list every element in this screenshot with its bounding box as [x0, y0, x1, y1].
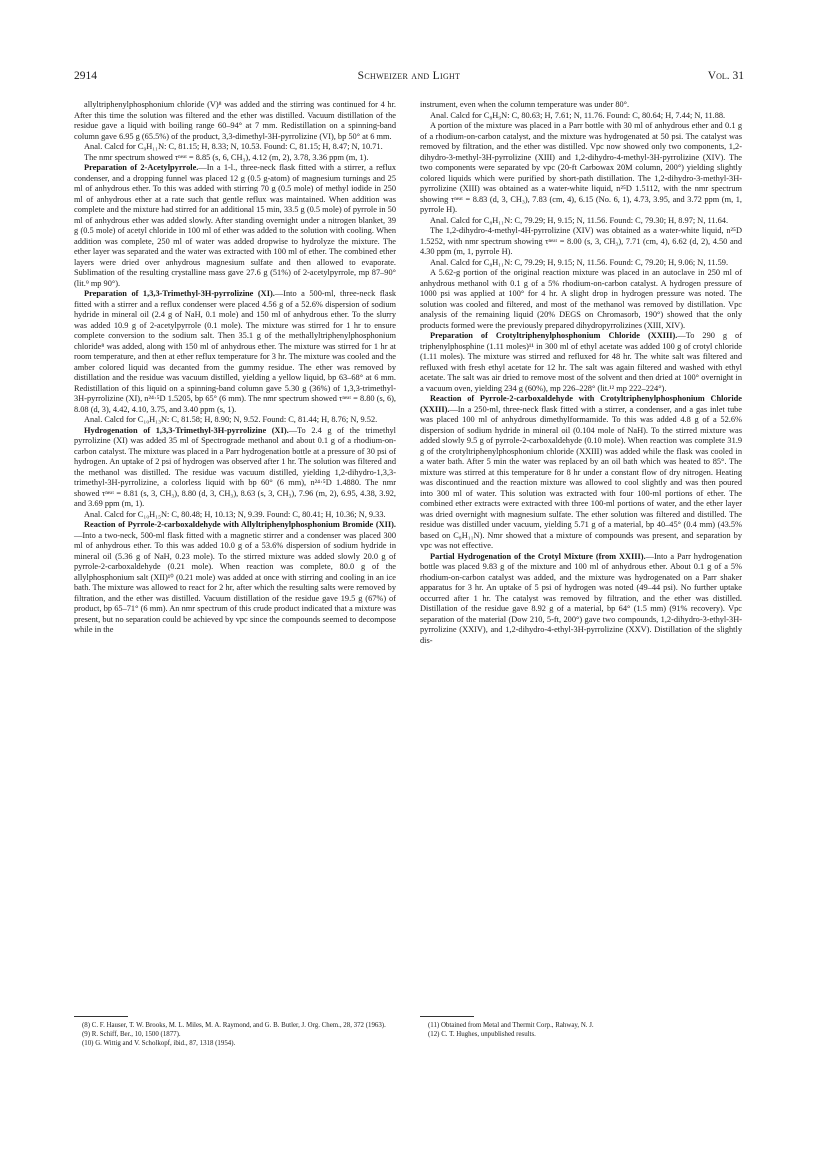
- paragraph: [420, 331, 742, 394]
- footnote-rule: [420, 1016, 474, 1017]
- paragraph-text: —In a 1-l., three-neck flask fitted with a stirrer, a reflux condenser, and a dropping funnel was placed 12 g (0.5 g-atom) of magnesium turnings and 25 ml of anhydrous ether. To this was added with stirring 70 g (0.5 mole) of methyl iodide in 250 ml of anhydrous ether at a rate such that gentle reflux was maintained. When addition was complete and the mixture had stirred for an additional 15 min, 33.5 g (0.5 mole) of pyrrole in 50 ml of anhydrous ether was added slowly. After standing overnight under a nitrogen blanket, 39 g (0.5 mole) of acetyl chloride in 100 ml of ether was added to the solution with cooling. When addition was complete, 250 ml of water was added dropwise to hydrolyze the mixture. The ether layer was separated and the water was extracted with 100 ml of ether. The combined ether layers were dried over anhydrous magnesium sulfate and then allowed to evaporate. Sublimation of the resulting crystalline mass gave 27.6 g (51%) of 2-acetylpyrrole, mp 87–90° (lit.⁹ mp 90°).: [74, 163, 396, 288]
- paragraph-text: instrument, even when the column temperature was under 80°.: [420, 100, 630, 109]
- paragraph: [74, 142, 396, 153]
- paragraph: [420, 121, 742, 216]
- paragraph-text: Anal. Calcd for C₈H₁₁N: C, 79.29; H, 9.15; N, 11.56. Found: C, 79.20; H, 9.06; N, 11.59.: [430, 257, 729, 267]
- section-heading: Partial Hydrogenation of the Crotyl Mixture (from XXIII).: [430, 551, 646, 561]
- paragraph: [74, 426, 396, 510]
- paragraph: [74, 153, 396, 164]
- footnote-rule: [74, 1016, 128, 1017]
- paragraph-text: —To 290 g of triphenylphosphine (1.11 moles)¹¹ in 300 ml of ethyl acetate was added 100 g of crotyl chloride (1.11 moles). The mixture was stirred and refluxed for 48 hr. The white salt was filtered and refluxed with fresh ethyl acetate for 12 hr. The salt was again filtered and washed with ethyl acetate. The salt was air dried to remove most of the solvent and then dried at 100° overnight in a vacuum oven, yielding 234 g (60%), mp 226–228° (lit.¹² mp 222–224°).: [420, 331, 742, 393]
- section-heading: Reaction of Pyrrole-2-carboxaldehyde with Allyltriphenylphosphonium Bromide (XII).: [84, 520, 396, 529]
- paragraph: [420, 552, 742, 647]
- footnotes-left: [74, 1016, 396, 1048]
- section-heading: Reaction of Pyrrole-2-carboxaldehyde with Crotyltriphenylphosphonium Chloride (XXIII).: [420, 394, 742, 414]
- paragraph-text: The 1,2-dihydro-4-methyl-4H-pyrrolizine (XIV) was obtained as a water-white liquid, n²⁵D 1.5252, with nmr spectrum showing τⁿᵉᵃᵗ = 8.00 (s, 3, CH₃), 7.71 (cm, 4), 6.62 (d, 2), 4.50 and 4.30 ppm (m, 1, pyrrole H).: [420, 226, 742, 256]
- footnote: (8) C. F. Hauser, T. W. Brooks, M. L. Miles, M. A. Raymond, and G. B. Butler, J. Org. Chem., 28, 372 (1963).: [82, 1022, 386, 1029]
- footnote: (11) Obtained from Metal and Thermit Corp., Rahway, N. J.: [428, 1022, 594, 1029]
- paragraph-text: Anal. Calcd for C₉H₁₁N: C, 81.15; H, 8.33; N, 10.53. Found: C, 81.15; H, 8.47; N, 10.71.: [84, 142, 383, 151]
- paragraph: [74, 510, 396, 521]
- footnotes-right: [420, 1016, 742, 1040]
- paragraph: [420, 268, 742, 331]
- paragraph-text: —Into a Parr hydrogenation bottle was placed 9.83 g of the mixture and 100 ml of anhydrous ether. About 0.1 g of a 5% rhodium-on-carbon catalyst was added, and the mixture was hydrogenated on a Parr shaker apparatus for 3 hr. An uptake of 5 psi of hydrogen was noted (49–44 psi). No further uptake occurred after 1 hr. The catalyst was removed by filtration, and the ether was distilled. Distillation of the residue gave 8.92 g of a material, bp 64° (1.5 mm) (91% recovery). Vpc separation of the material (Dow 210, 5-ft, 200°) gave two compounds, 1,2-dihydro-3-ethyl-3H-pyrrolizine (XXIV), and 1,2-dihydro-4-ethyl-3H-pyrrolizine (XXV). Distillation of the slightly dis-: [420, 551, 743, 645]
- left-column: [74, 100, 396, 636]
- section-heading: Preparation of Crotyltriphenylphosphonium Chloride (XXIII).: [430, 331, 678, 340]
- paragraph-text: —To 2.4 g of the trimethyl pyrrolizine (XI) was added 35 ml of Spectrograde methanol and about 0.1 g of a rhodium-on-carbon catalyst. The mixture was placed in a Parr hydrogenation bottle at a pressure of 30 psi of hydrogen. An uptake of 2 psi of hydrogen was observed after 1 hr. The solution was filtered and the methanol was distilled. The residue was vacuum distilled, yielding 1,2-dihydro-1,3,3-trimethyl-3H-pyrrolizine, a colorless liquid with bp 60° (6 mm), n²⁴·⁵D 1.4880. The nmr showed τⁿᵉᵃᵗ = 8.81 (s, 3, CH₃), 8.80 (d, 3, CH₃), 8.63 (s, 3, CH₃), 7.96 (m, 2), 6.95, 4.38, 3.92, and 3.69 ppm (m, 1).: [74, 425, 396, 508]
- paragraph-text: —Into a 500-ml, three-neck flask fitted with a stirrer and a reflux condenser were placed 4.56 g of a 52.6% dispersion of sodium hydride in mineral oil (2.4 g of NaH, 0.1 mole) and 150 ml of anhydrous ether. To the slurry was added 10.9 g of 2-acetylpyrrole (0.1 mole). The mixture was stirred for 1 hr to ensure complete conversion to the sodium salt. Then 35.1 g of the methallyltriphenylphosphonium chloride⁸ was added, along with 150 ml of anhydrous ether. The mixture was stirred for 1 hr at room temperature, and then at ether reflux temperature for 3 hr. The mixture was cooled and the amber colored liquid was decanted from the gummy residue. The ether was removed by distillation and the residue was vacuum distilled, yielding a yellow liquid, bp 63–68° at 6 mm. Redistillation of this liquid on a spinning-band column gave 5.30 g (36%) of 1,3,3-trimethyl-3H-pyrrolizine (XI), n²⁴·⁵D 1.5205, bp 65° (6 mm). The nmr spectrum showed τⁿᵉᵃᵗ = 8.80 (s, 6), 8.08 (d, 3), 4.42, 4.10, 3.75, and 3.40 ppm (s, 1).: [74, 289, 396, 414]
- paragraph-text: allyltriphenylphosphonium chloride (V)⁸ was added and the stirring was continued for 4 hr. After this time the solution was filtered and the ether was distilled. Vacuum distillation of the residue gave a liquid with boiling range 60–94° at 7 mm. Redistillation on a spinning-band column gave 6.95 g (65.5%) of the product, 3,3-dimethyl-3H-pyrrolizine (VI), bp 50° at 6 mm.: [74, 100, 396, 141]
- paragraph-text: —Into a two-neck, 500-ml flask fitted with a magnetic stirrer and a condenser was placed 300 ml of anhydrous ether. To this was added 10.0 g of a 53.6% dispersion of sodium hydride in mineral oil (5.36 g of NaH, 0.23 mole). To the stirred mixture was added slowly 20.0 g of pyrrole-2-carboxaldehyde (0.21 mole). When reaction was complete, 80.0 g of the allylphosphonium salt (XII)¹⁰ (0.21 mole) was added at once with stirring and cooling in an ice bath. The mixture was allowed to react for 2 hr, after which the resulting salts were removed by filtration, and the ether was distilled. Vacuum distillation of the residue gave 19.5 g (67%) of product, bp 65–71° (6 mm). An nmr spectrum of this crude product indicated that a mixture was present, but no separation could be achieved by vpc since the compounds seemed to decompose while in the: [74, 530, 396, 634]
- paragraph-text: The nmr spectrum showed τⁿᵉᵃᵗ = 8.85 (s, 6, CH₃), 4.12 (m, 2), 3.78, 3.36 ppm (m, 1).: [84, 152, 369, 162]
- footnote: (12) C. T. Hughes, unpublished results.: [428, 1030, 536, 1038]
- paragraph-text: Anal. Calcd for C₈H₁₁N: C, 79.29; H, 9.15; N, 11.56. Found: C, 79.30; H, 8.97; N, 11.64.: [430, 215, 729, 225]
- running-header: [74, 70, 744, 86]
- paragraph: [420, 111, 742, 122]
- running-title: Schweizer and Light: [357, 70, 461, 82]
- footnote: (10) G. Wittig and V. Scholkopf, ibid., 87, 1318 (1954).: [82, 1039, 236, 1047]
- paragraph: [420, 100, 742, 111]
- paragraph: [74, 520, 396, 636]
- paragraph-text: A portion of the mixture was placed in a Parr bottle with 30 ml of anhydrous ether and 0.1 g of a rhodium-on-carbon catalyst, and the mixture was hydrogenated at 50 psi. The catalyst was removed by filtration, and the ether was distilled. Vpc now showed only two components, 1,2-dihydro-3-methyl-3H-pyrrolizine (XIII) and 1,2-dihydro-4-methyl-3H-pyrrolizine (XIV). The two components were separated by vpc (20-ft Carbowax 20M column, 200°) yielding slightly colored liquids which were purified by short-path distillation. The 1,2-dihydro-3-methyl-3H-pyrrolizine (XIII) was obtained as a water-white liquid, n²⁵D 1.5112, with the nmr spectrum showing τⁿᵉᵃᵗ = 8.83 (d, 3, CH₃), 7.83 (cm, 4), 6.15 (No. 6, 1), 4.73, 3.95, and 3.72 ppm (m, 1, pyrrole H).: [420, 121, 742, 214]
- section-heading: Preparation of 1,3,3-Trimethyl-3H-pyrrolizine (XI).: [84, 289, 275, 298]
- paragraph-text: —In a 250-ml, three-neck flask fitted with a stirrer, a condenser, and a gas inlet tube was placed 100 ml of anhydrous dimethylformamide. To this was added 4.8 g of a 52.6% dispersion of sodium hydride in mineral oil (0.104 mole of NaH). To the stirred mixture was added slowly 9.5 g of pyrrole-2-carboxaldehyde (0.10 mole). When reaction was complete 31.9 g of the crotyltriphenylphosphonium chloride (XXIII) was added while the flask was cooled in a water bath. After 5 min the water was replaced by an oil bath which was heated to 85°. The mixture was stirred at this temperature for 8 hr under a constant flow of dry nitrogen. Heating was discontinued and the reaction mixture was allowed to cool slightly and was then poured into 300 ml of water. This solution was extracted with four 100-ml portions of ether. The combined ether extracts were extracted with three 100-ml portions of water, and the ether layer was dried overnight with magnesium sulfate. The ether solution was filtered and distilled. The residue was distilled under vacuum, yielding 5.71 g of a material, bp 40–45° (0.4 mm) (43.5% based on C₈H₁₁N). Nmr showed that a mixture of compounds was present, and separation by vpc was not effective.: [420, 404, 742, 550]
- page-number: 2914: [74, 70, 97, 82]
- paragraph: [74, 289, 396, 415]
- paragraph-text: Anal. Calcd for C₁₀H₁₃N: C, 81.58; H, 8.90; N, 9.52. Found: C, 81.44; H, 8.76; N, 9.52.: [84, 415, 378, 424]
- paragraph-text: Anal. Calcd for C₁₀H₁₅N: C, 80.48; H, 10.13; N, 9.39. Found: C, 80.41; H, 10.36; N, 9.33.: [84, 509, 386, 519]
- section-heading: Hydrogenation of 1,3,3-Trimethyl-3H-pyrrolizine (XI).: [84, 425, 289, 435]
- paragraph: [420, 394, 742, 552]
- paragraph: [420, 258, 742, 269]
- paragraph: [74, 163, 396, 289]
- paragraph: [420, 226, 742, 258]
- paragraph-text: Anal. Calcd for C₈H₉N: C, 80.63; H, 7.61; N, 11.76. Found: C, 80.64; H, 7.44; N, 11.88.: [430, 110, 726, 120]
- paragraph: [74, 415, 396, 426]
- paragraph-text: A 5.62-g portion of the original reaction mixture was placed in an autoclave in 250 ml of anhydrous methanol with 0.1 g of a 5% rhodium-on-carbon catalyst. A hydrogen pressure of 1000 psi was applied at 100° for 4 hr. A slight drop in hydrogen pressure was noted. The solution was cooled and filtered, and most of the methanol was removed by distillation. Vpc analysis of the remaining liquid (20% DEGS on Chromasorb, 190°) showed that the only products formed were the previously prepared dihydropyrrolizines (XIII, XIV).: [420, 268, 742, 330]
- right-column: [420, 100, 742, 646]
- paragraph: [420, 216, 742, 227]
- footnote: (9) R. Schiff, Ber., 10, 1500 (1877).: [82, 1030, 181, 1038]
- paragraph: [74, 100, 396, 142]
- volume-label: Vol. 31: [707, 70, 744, 82]
- section-heading: Preparation of 2-Acetylpyrrole.: [84, 163, 199, 172]
